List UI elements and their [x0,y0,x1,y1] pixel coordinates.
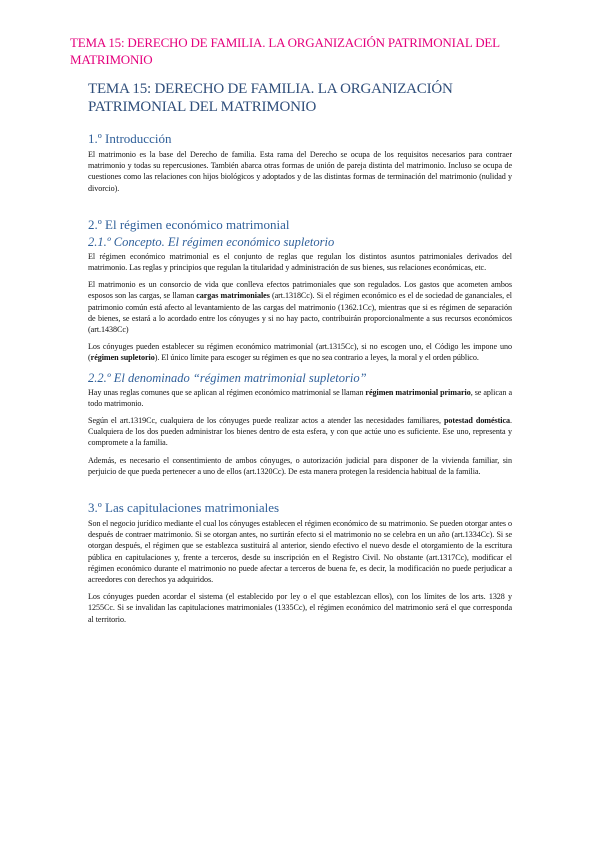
section-heading-capitulaciones: 3.º Las capitulaciones matrimoniales [88,500,280,516]
bold-term: cargas matrimoniales [196,291,270,301]
bold-term: régimen supletorio [90,353,155,363]
bold-term: régimen matrimonial primario [365,387,471,397]
subsection-heading-concepto: 2.1.º Concepto. El régimen económico supletorio [88,234,335,249]
paragraph: Además, es necesario el consentimiento de ambos cónyuges, o autorización judicial para disponer de la vivienda familiar, sin perjuicio de que pueda pertenecer a uno de ellos (art.1320Cc). De esta manera protegen la residencia habitual de la familia. [88,455,512,476]
bold-term: potestad doméstica [443,416,511,426]
paragraph: Son el negocio jurídico mediante el cual los cónyuges establecen el régimen económico de su matrimonio. Se pueden otorgar antes o después de contraer matrimonio. Si se otorgan antes, no surtirán efecto si el matrimonio no se celebra en un año (art.1334Cc). Si se otorgan después, el régimen que se establezca sustituirá al anterior, siendo efectivo el nuevo desde el otorgamiento de la escritura pública en capitulaciones y, frente a terceros, desde su inscripción en el Registro Civil. No obstante (art.1317Cc), modificar el régimen económico durante el matrimonio no puede afectar a terceros de buena fe, es decir, la modificación no puede perjudicar a acreedores con derechos ya adquiridos. [88,519,512,585]
paragraph: Hay unas reglas comunes que se aplican al régimen económico matrimonial se llaman régimen matrimonial primario, se aplican a todo matrimonio. [88,387,512,408]
document-title: TEMA 15: DERECHO DE FAMILIA. LA ORGANIZACIÓN PATRIMONIAL DEL MATRIMONIO [88,81,453,115]
subsection-heading-regimen-supletorio: 2.2.º El denominado “régimen matrimonial supletorio” [88,370,367,385]
paragraph: El matrimonio es un consorcio de vida que conlleva efectos patrimoniales que son regulados. Los gastos que acometen ambos esposos son las cargas, se llaman cargas matrimoniales (art.1318Cc). Si el régimen económico es el de sociedad de gananciales, el patrimonio común está afecto al levantamiento de las cargas del matrimonio (1362.1Cc), mientras que si es régimen de separación de bienes, se estará a lo acordado entre los cónyuges y si no hay pacto, contribuirán proporcionalmente a sus recursos económicos (art.1438Cc) [88,280,512,335]
section-heading-regimen-economico: 2.º El régimen económico matrimonial [88,216,290,232]
document-body [88,80,512,631]
paragraph: Los cónyuges pueden establecer su régimen económico matrimonial (art.1315Cc), si no escogen uno, el Código les impone uno (régimen supletorio). El único límite para escoger su régimen es que no sea contrario a leyes, la moral y el orden público. [88,342,512,363]
paragraph: Según el art.1319Cc, cualquiera de los cónyuges puede realizar actos a atender las necesidades familiares, potestad doméstica. Cualquiera de los dos pueden administrar los bienes dentro de esta esfera, y con que actúe uno es suficiente. Ese uno, representa y compromete a la familia. [88,416,513,448]
section-heading-introduccion: 1.º Introducción [88,131,172,146]
paragraph: Los cónyuges pueden acordar el sistema (el establecido por ley o el que establezcan ellos), con los límites de los arts. 1328 y 1255Cc. Si se invalidan las capitulaciones matrimoniales (1335Cc), el régimen económico del matrimonio será el que corresponda al territorio. [88,592,512,624]
paragraph: El régimen económico matrimonial es el conjunto de reglas que regulan los distintos asuntos patrimoniales derivados del matrimonio. Las reglas y principios que regulan la titularidad y administración de sus bienes, sus relaciones económicas, etc. [88,251,512,273]
page-header: TEMA 15: DERECHO DE FAMILIA. LA ORGANIZACIÓN PATRIMONIAL DEL MATRIMONIO [70,35,500,67]
paragraph: El matrimonio es la base del Derecho de familia. Esta rama del Derecho se ocupa de los requisitos necesarios para contraer matrimonio y todas su repercusiones. También abarca otras formas de unión de pareja distinta del matrimonio. Incluso se ocupa de cuestiones como las relaciones con hijos biológicos y adoptados y de las distintas formas de terminación del matrimonio (nulidad y divorcio). [88,150,512,193]
